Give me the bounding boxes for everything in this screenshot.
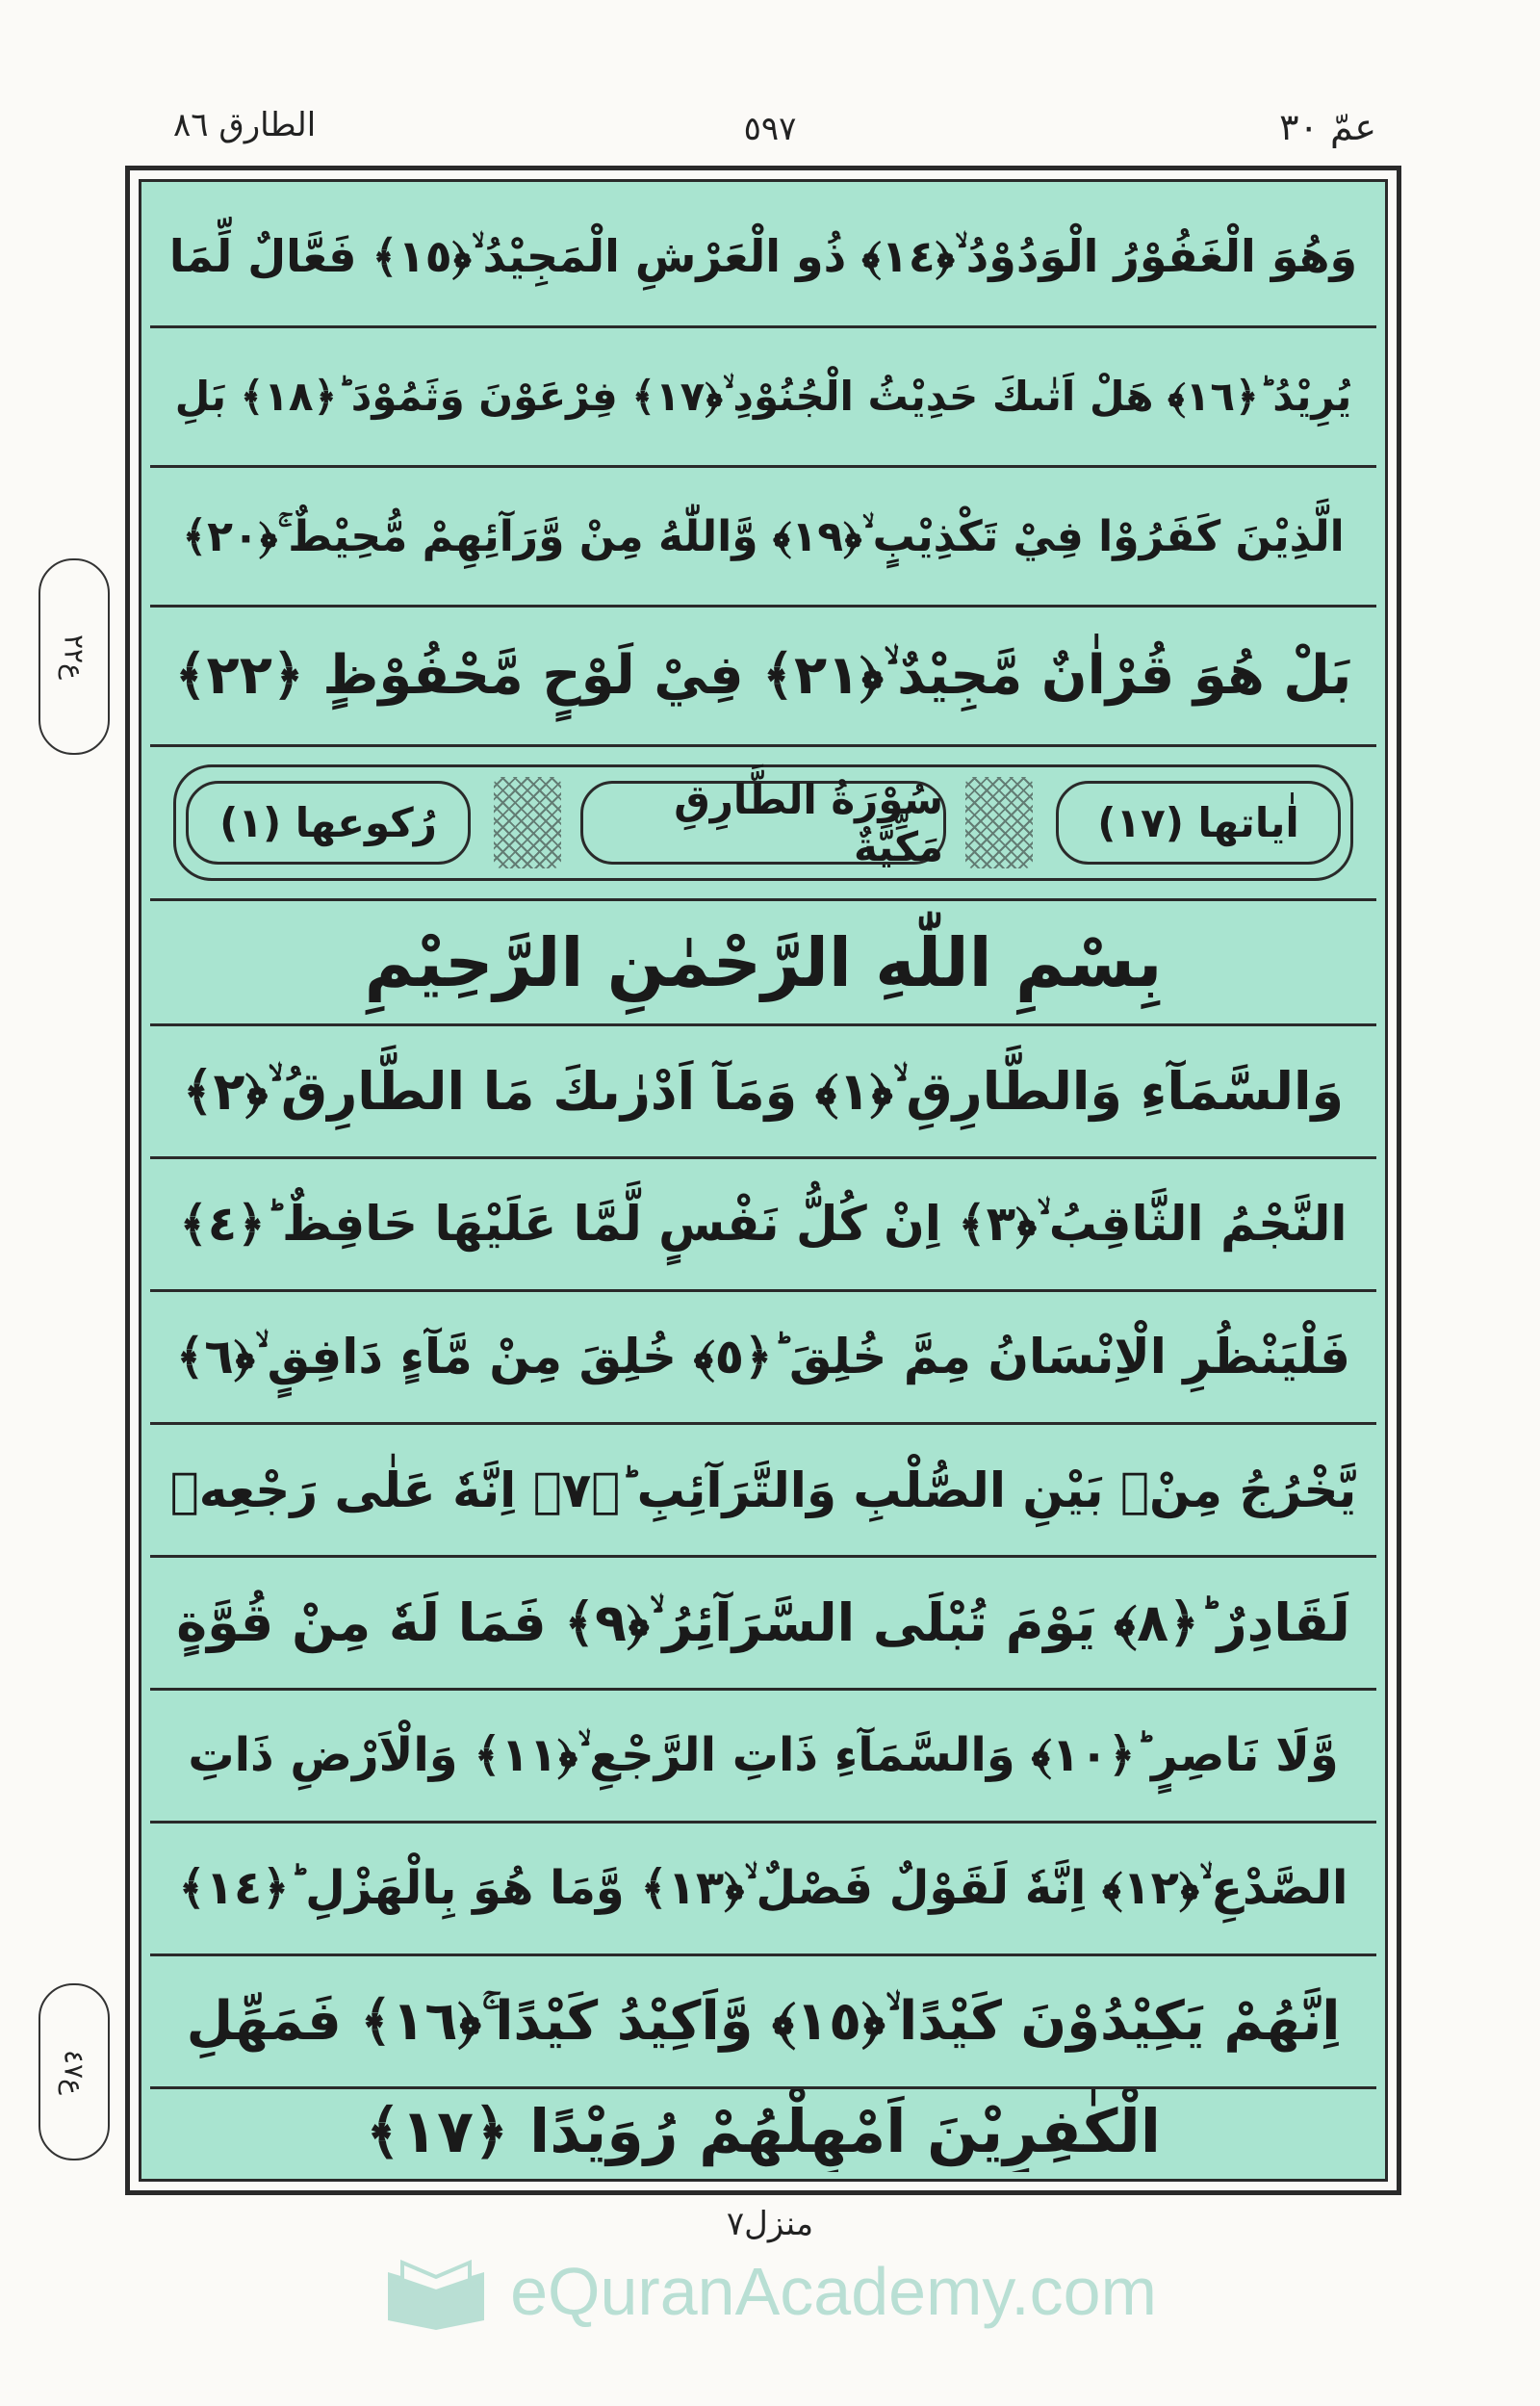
ornament-icon	[494, 777, 561, 868]
manzil-label: منزل٧	[726, 2205, 814, 2243]
watermark	[0, 2238, 1540, 2344]
verse-line: النَّجْمُ الثَّاقِبُ ۙ﴿٣﴾ اِنْ كُلُّ نَفْسٍ لَّمَّا عَلَيْهَا حَافِظٌ ؕ﴿٤﴾	[150, 1159, 1376, 1292]
banner-frame	[173, 764, 1353, 881]
verse-line: بَلْ هُوَ قُرْاٰنٌ مَّجِيْدٌ ۙ﴿٢١﴾ فِيْ لَوْحٍ مَّحْفُوْظٍ ﴿٢٢﴾	[150, 608, 1376, 747]
surah-title: سُوْرَةُ الطَّارِقِ مَكِّيَّةٌ	[580, 781, 946, 865]
verse-line: فَلْيَنْظُرِ الْاِنْسَانُ مِمَّ خُلِقَ ؕ﴿٥﴾ خُلِقَ مِنْ مَّآءٍ دَافِقٍ ۙ﴿٦﴾	[150, 1292, 1376, 1425]
ruku-marker-upper: ع٢٢	[38, 558, 110, 755]
surah-name-number: الطارق ٨٦	[173, 106, 317, 144]
verse-line: الصَّدْعِ ۙ﴿١٢﴾ اِنَّهٗ لَقَوْلٌ فَصْلٌ ۙ﴿١٣﴾ وَّمَا هُوَ بِالْهَزْلِ ؕ﴿١٤﴾	[150, 1824, 1376, 1956]
verse-line: وَالسَّمَآءِ وَالطَّارِقِ ۙ﴿١﴾ وَمَآ اَدْرٰىكَ مَا الطَّارِقُ ۙ﴿٢﴾	[150, 1026, 1376, 1159]
verse-line: يُرِيْدُ ؕ﴿١٦﴾ هَلْ اَتٰىكَ حَدِيْثُ الْجُنُوْدِ ۙ﴿١٧﴾ فِرْعَوْنَ وَثَمُوْدَ ؕ﴿١٨﴾ بَلِ	[150, 328, 1376, 468]
ayat-count: اٰياتها (١٧)	[1056, 781, 1341, 865]
verse-line: الْكٰفِرِيْنَ اَمْهِلْهُمْ رُوَيْدًا ﴿١٧﴾	[366, 2095, 1161, 2166]
quran-text-area	[150, 189, 1376, 2172]
book-icon	[383, 2253, 489, 2330]
page-number: ٥٩٧	[743, 110, 797, 148]
verse-line: وَّلَا نَاصِرٍ ؕ﴿١٠﴾ وَالسَّمَآءِ ذَاتِ الرَّجْعِ ۙ﴿١١﴾ وَالْاَرْضِ ذَاتِ	[150, 1691, 1376, 1824]
verse-line: اِنَّهُمْ يَكِيْدُوْنَ كَيْدًا ۙ﴿١٥﴾ وَّاَكِيْدُ كَيْدًا ۚ﴿١٦﴾ فَمَهِّلِ	[150, 1956, 1376, 2089]
watermark-text: eQuranAcademy.com	[510, 2254, 1157, 2329]
verse-line: يَّخْرُجُ مِنْۢ بَيْنِ الصُّلْبِ وَالتَّرَآئِبِ ؕ﴿٧﴾ اِنَّهٗ عَلٰى رَجْعِهٖ	[150, 1425, 1376, 1558]
ruku-marker-lower: ع٤٧	[38, 1983, 110, 2160]
verse-line: الَّذِيْنَ كَفَرُوْا فِيْ تَكْذِيْبٍ ۙ﴿١٩﴾ وَّاللّٰهُ مِنْ وَّرَآئِهِمْ مُّحِيْطٌ ۚ﴿٢٠﴾	[150, 468, 1376, 608]
verse-line: لَقَادِرٌ ؕ﴿٨﴾ يَوْمَ تُبْلَى السَّرَآئِرُ ۙ﴿٩﴾ فَمَا لَهٗ مِنْ قُوَّةٍ	[150, 1558, 1376, 1691]
page-header	[135, 106, 1405, 164]
juz-name-number: عمّ ٣٠	[1279, 106, 1376, 148]
surah-header-banner	[150, 747, 1376, 901]
ornament-icon	[965, 777, 1033, 868]
verse-line: وَهُوَ الْغَفُوْرُ الْوَدُوْدُ ۙ﴿١٤﴾ ذُو الْعَرْشِ الْمَجِيْدُ ۙ﴿١٥﴾ فَعَّالٌ لِّمَا	[150, 189, 1376, 328]
ruku-count: رُكوعها (١)	[186, 781, 471, 865]
bismillah: بِسْمِ اللّٰهِ الرَّحْمٰنِ الرَّحِيْمِ	[150, 901, 1376, 1026]
